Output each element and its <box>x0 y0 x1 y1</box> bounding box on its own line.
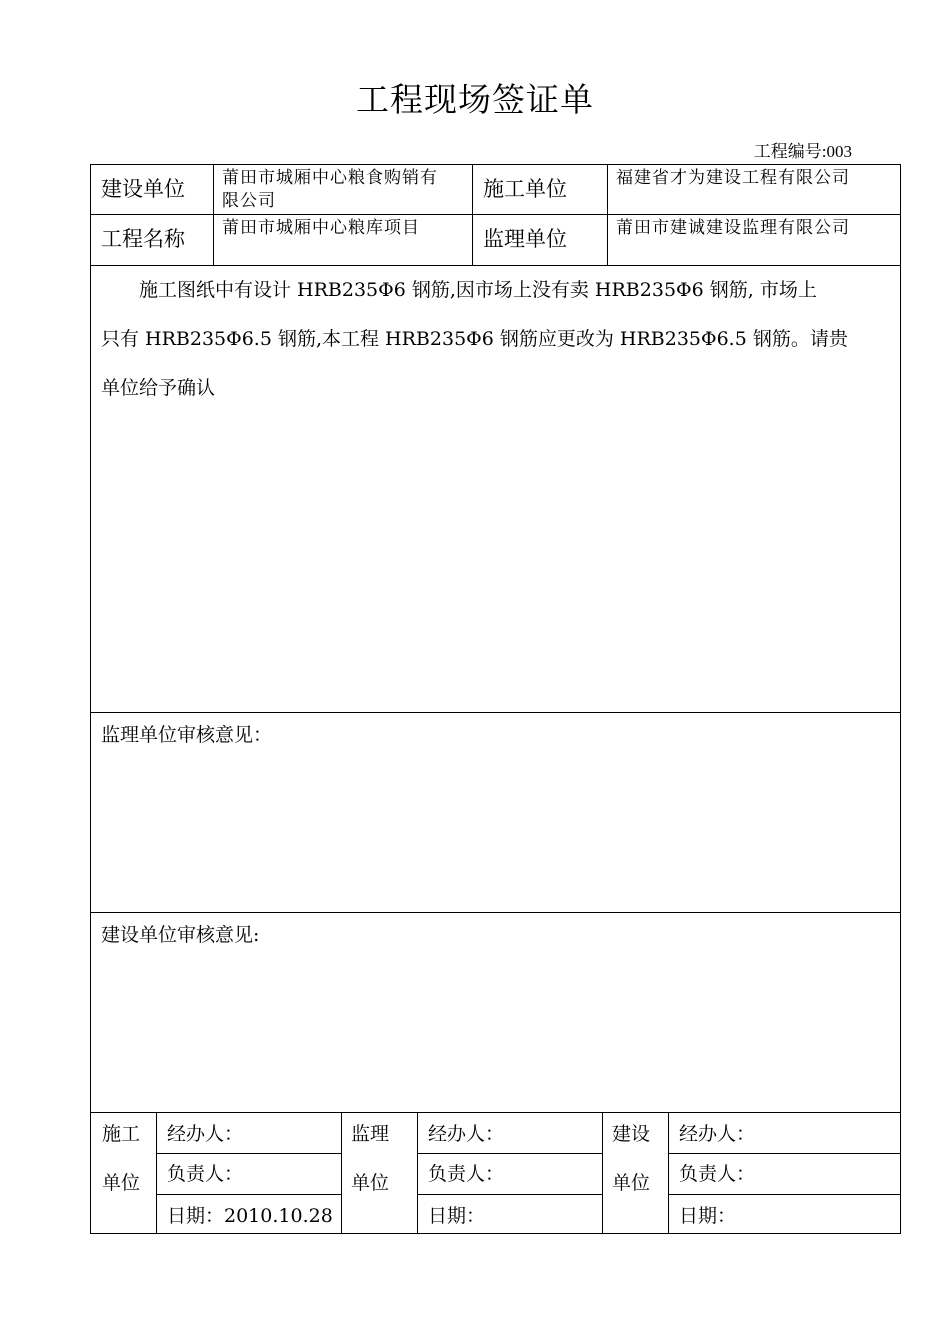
contractor-sign-label-cont: 单位 <box>102 1172 141 1194</box>
builder-label: 建设单位 <box>101 177 185 201</box>
column-divider <box>213 164 214 265</box>
row-divider <box>90 265 901 266</box>
builder-opinion-label: 建设单位审核意见: <box>101 924 260 946</box>
project-name-value: 莆田市城厢中心粮库项目 <box>222 218 420 238</box>
signature-row-divider <box>668 1153 901 1154</box>
supervisor-opinion-label: 监理单位审核意见： <box>101 724 273 746</box>
page-title: 工程现场签证单 <box>356 80 594 119</box>
column-divider <box>602 1112 603 1234</box>
supervisor-handler: 经办人： <box>428 1123 505 1145</box>
builder-value-cont: 限公司 <box>222 191 276 211</box>
content-line: 只有 HRB235Φ6.5 钢筋,本工程 HRB235Φ6 钢筋应更改为 HRB235Φ6.5 钢筋。请贵 <box>101 328 848 350</box>
column-divider <box>607 164 608 265</box>
signature-row-divider <box>417 1194 602 1195</box>
supervisor-responsible: 负责人： <box>428 1163 505 1185</box>
supervisor-sign-label-cont: 单位 <box>351 1172 390 1194</box>
builder-responsible: 负责人： <box>679 1163 756 1185</box>
supervisor-sign-label: 监理 <box>351 1123 390 1145</box>
column-divider <box>668 1112 669 1234</box>
visa-form-table <box>90 164 901 1234</box>
contractor-value: 福建省才为建设工程有限公司 <box>616 168 850 188</box>
supervisor-date: 日期： <box>428 1205 486 1227</box>
row-divider <box>90 214 901 215</box>
contractor-date: 日期：2010.10.28 <box>167 1205 333 1227</box>
builder-value: 莆田市城厢中心粮食购销有 <box>222 168 438 188</box>
column-divider <box>156 1112 157 1234</box>
project-number: 工程编号:003 <box>753 142 852 161</box>
supervisor-label: 监理单位 <box>483 227 567 251</box>
row-divider <box>90 1112 901 1113</box>
signature-row-divider <box>156 1153 341 1154</box>
supervisor-value: 莆田市建诚建设监理有限公司 <box>616 218 850 238</box>
content-line: 单位给予确认 <box>101 377 216 399</box>
builder-sign-label-cont: 单位 <box>612 1172 651 1194</box>
row-divider <box>90 912 901 913</box>
builder-sign-label: 建设 <box>612 1123 651 1145</box>
contractor-handler: 经办人： <box>167 1123 244 1145</box>
column-divider <box>472 164 473 265</box>
signature-row-divider <box>668 1194 901 1195</box>
row-divider <box>90 712 901 713</box>
signature-row-divider <box>417 1153 602 1154</box>
column-divider <box>341 1112 342 1234</box>
contractor-label: 施工单位 <box>483 177 567 201</box>
signature-row-divider <box>156 1194 341 1195</box>
builder-date: 日期： <box>679 1205 737 1227</box>
contractor-sign-label: 施工 <box>102 1123 141 1145</box>
builder-handler: 经办人： <box>679 1123 756 1145</box>
column-divider <box>417 1112 418 1234</box>
project-name-label: 工程名称 <box>101 227 185 251</box>
content-line: 施工图纸中有设计 HRB235Φ6 钢筋,因市场上没有卖 HRB235Φ6 钢筋, 市场上 <box>139 279 817 301</box>
contractor-responsible: 负责人： <box>167 1163 244 1185</box>
